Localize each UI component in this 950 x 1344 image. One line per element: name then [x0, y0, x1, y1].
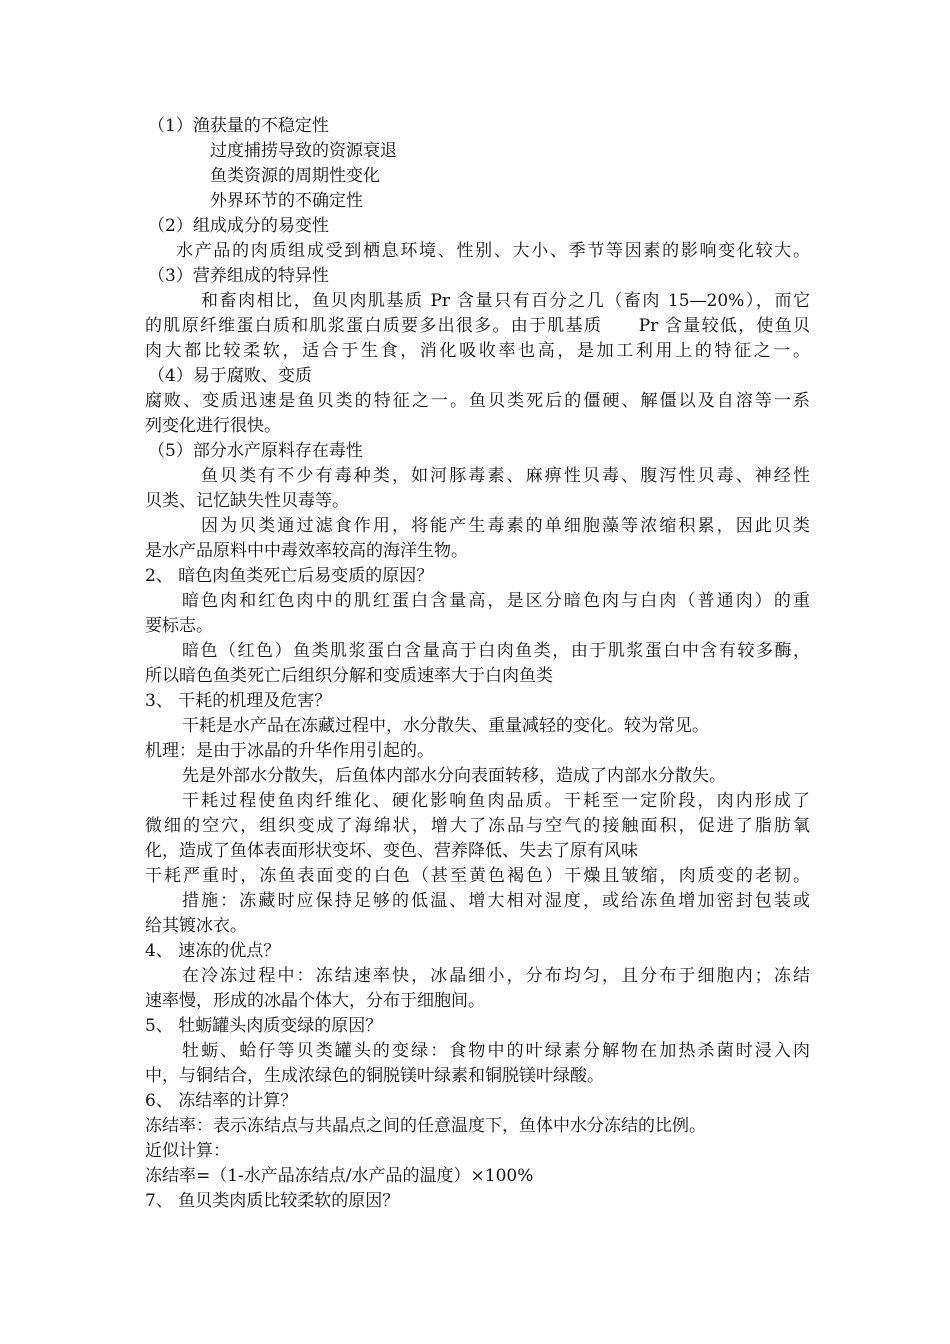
paragraph-line: 冻结率：表示冻结点与共晶点之间的任意温度下，鱼体中水分冻结的比例。	[145, 1116, 706, 1136]
paragraph-line: 牡蛎、蛤仔等贝类罐头的变绿：食物中的叶绿素分解物在加热杀菌时浸入肉	[182, 1041, 810, 1061]
sub-point-external-uncertainty: 外界环节的不确定性	[210, 191, 363, 211]
item-1-heading: （1）渔获量的不稳定性	[148, 116, 329, 136]
question-6-heading: 6、 冻结率的计算？	[145, 1091, 298, 1111]
paragraph-line: 近似计算：	[145, 1141, 230, 1161]
paragraph-line: 要标志。	[145, 616, 213, 636]
paragraph-line: 是水产品原料中中毒效率较高的海洋生物。	[145, 541, 468, 561]
paragraph-line: 暗色肉和红色肉中的肌红蛋白含量高，是区分暗色肉与白肉（普通肉）的重	[182, 591, 810, 611]
paragraph-line: 所以暗色鱼类死亡后组织分解和变质速率大于白肉鱼类	[145, 666, 553, 686]
paragraph-line: 的肌原纤维蛋白质和肌浆蛋白质要多出很多。由于肌基质 Pr 含量较低，使鱼贝	[145, 316, 810, 336]
paragraph-line: 给其镀冰衣。	[145, 916, 247, 936]
paragraph-line: 因为贝类通过滤食作用，将能产生毒素的单细胞藻等浓缩积累，因此贝类	[201, 516, 810, 536]
paragraph-line: 在冷冻过程中：冻结速率快，冰晶细小，分布均匀，且分布于细胞内；冻结	[182, 966, 810, 986]
paragraph-line: 措施：冻藏时应保持足够的低温、增大相对湿度，或给冻鱼增加密封包装或	[182, 891, 810, 911]
question-7-heading: 7、 鱼贝类肉质比较柔软的原因？	[145, 1191, 400, 1211]
item-5-heading: （5）部分水产原料存在毒性	[148, 441, 363, 461]
paragraph-line: 先是外部水分散失，后鱼体内部水分向表面转移，造成了内部水分散失。	[182, 766, 726, 786]
paragraph-line: 干耗过程使鱼肉纤维化、硬化影响鱼肉品质。干耗至一定阶段，肉内形成了	[182, 791, 810, 811]
formula-line: 冻结率=（1-水产品冻结点/水产品的温度）×100%	[145, 1166, 534, 1186]
sub-point-overfishing: 过度捕捞导致的资源衰退	[210, 141, 397, 161]
question-2-heading: 2、 暗色肉鱼类死亡后易变质的原因？	[145, 566, 434, 586]
paragraph-line: 水产品的肉质组成受到栖息环境、性别、大小、季节等因素的影响变化较大。	[176, 241, 810, 261]
paragraph-line: 干耗是水产品在冻藏过程中，水分散失、重量减轻的变化。较为常见。	[182, 716, 709, 736]
question-5-heading: 5、 牡蛎罐头肉质变绿的原因？	[145, 1016, 383, 1036]
paragraph-line: 暗色（红色）鱼类肌浆蛋白含量高于白肉鱼类，由于肌浆蛋白中含有较多酶，	[182, 641, 810, 661]
paragraph-line: 鱼贝类有不少有毒种类，如河豚毒素、麻痹性贝毒、腹泻性贝毒、神经性	[201, 466, 810, 486]
item-3-heading: （3）营养组成的特异性	[148, 266, 329, 286]
paragraph-line: 贝类、记忆缺失性贝毒等。	[145, 491, 349, 511]
paragraph-line: 速率慢，形成的冰晶个体大，分布于细胞间。	[145, 991, 485, 1011]
item-4-heading: （4）易于腐败、变质	[148, 366, 312, 386]
paragraph-line: 列变化进行很快。	[145, 416, 281, 436]
paragraph-line: 肉大都比较柔软，适合于生食，消化吸收率也高，是加工利用上的特征之一。	[145, 341, 810, 361]
paragraph-line: 机理：是由于冰晶的升华作用引起的。	[145, 741, 434, 761]
paragraph-line: 和畜肉相比，鱼贝肉肌基质 Pr 含量只有百分之几（畜肉 15—20%），而它	[201, 291, 810, 311]
paragraph-line: 干耗严重时，冻鱼表面变的白色（甚至黄色褐色）干燥且皱缩，肉质变的老韧。	[145, 866, 810, 886]
paragraph-line: 中，与铜结合，生成浓绿色的铜脱镁叶绿素和铜脱镁叶绿酸。	[145, 1066, 604, 1086]
paragraph-line: 化，造成了鱼体表面形状变坏、变色、营养降低、失去了原有风味	[145, 841, 638, 861]
question-4-heading: 4、 速冻的优点？	[145, 941, 281, 961]
item-2-heading: （2）组成成分的易变性	[148, 216, 329, 236]
sub-point-cyclic-change: 鱼类资源的周期性变化	[210, 166, 380, 186]
paragraph-line: 微细的空穴，组织变成了海绵状，增大了冻品与空气的接触面积，促进了脂肪氧	[145, 816, 810, 836]
question-3-heading: 3、 干耗的机理及危害？	[145, 691, 332, 711]
paragraph-line: 腐败、变质迅速是鱼贝类的特征之一。鱼贝类死后的僵硬、解僵以及自溶等一系	[145, 391, 810, 411]
